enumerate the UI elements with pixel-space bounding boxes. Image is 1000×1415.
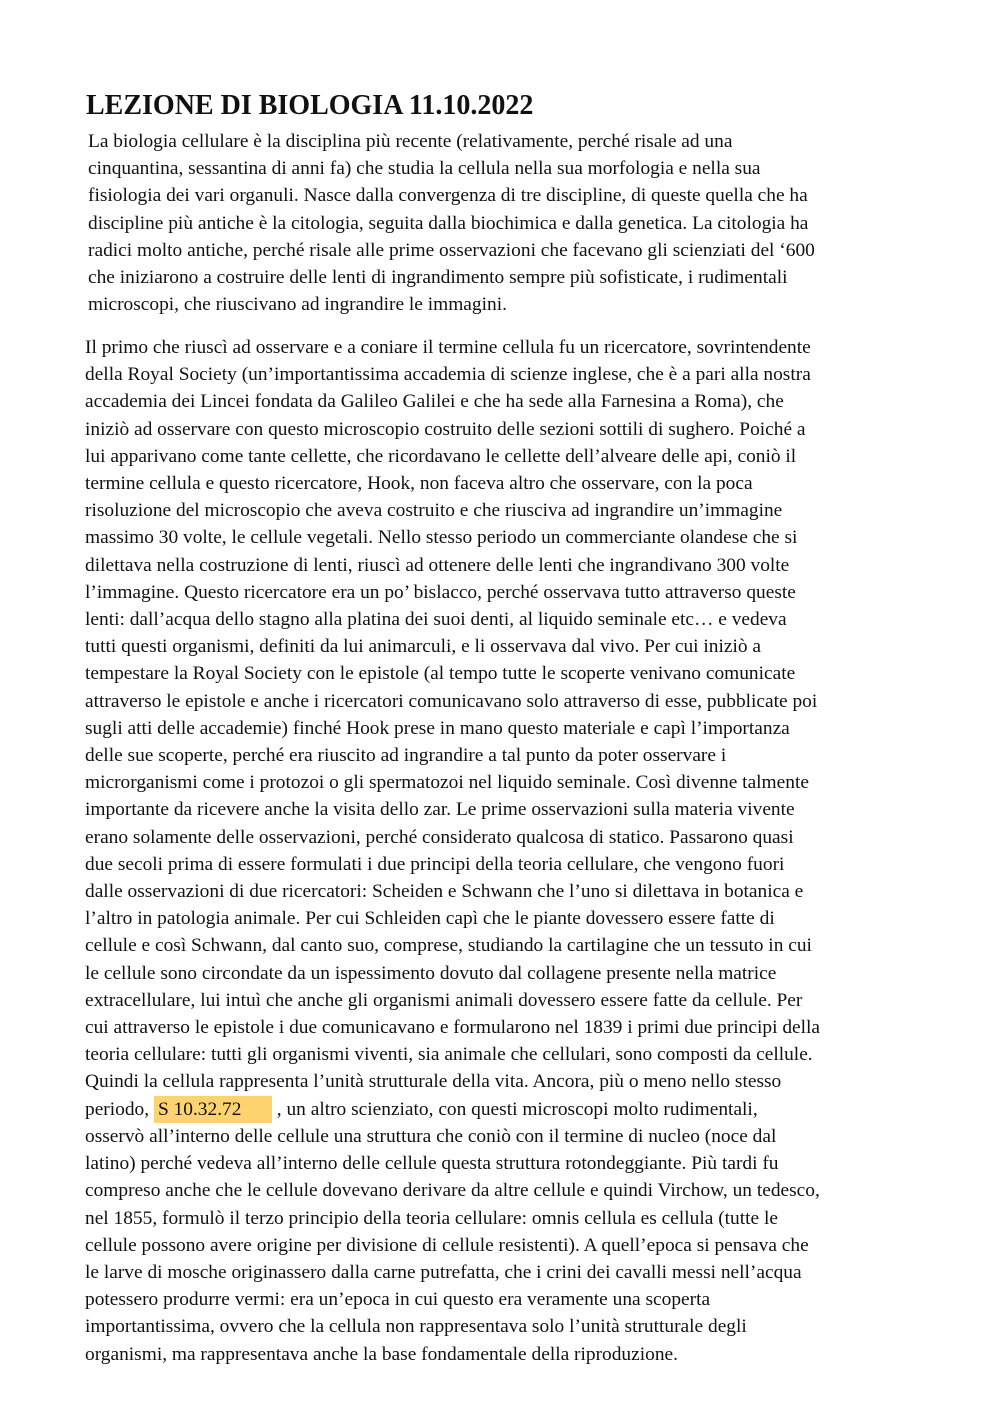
text-line: l’immagine. Questo ricercatore era un po’ bislacco, perché osservava tutto attraverso queste [85, 581, 796, 603]
text-line: due secoli prima di essere formulati i due principi della teoria cellulare, che vengono fuori [85, 853, 785, 875]
text-line: importantissima, ovvero che la cellula non rappresentava solo l’unità strutturale degli [85, 1316, 747, 1338]
text-line: microscopi, che riuscivano ad ingrandire le immagini. [88, 294, 507, 316]
text-line: lui apparivano come tante cellette, che ricordavano le cellette dell’alveare delle api, coniò il [85, 445, 797, 467]
text-line: erano solamente delle osservazioni, perché considerato qualcosa di statico. Passarono quasi [85, 826, 794, 848]
text-line: compreso anche che le cellule dovevano derivare da altre cellule e quindi Virchow, un tedesco, [85, 1180, 820, 1202]
text-line: iniziò ad osservare con questo microscopio costruito delle sezioni sottili di sughero. Poiché a [85, 418, 806, 440]
text-line: massimo 30 volte, le cellule vegetali. Nello stesso periodo un commerciante olandese che si [85, 527, 798, 549]
highlight-line-suffix: , un altro scienziato, con questi microscopi molto rudimentali, [271, 1098, 758, 1120]
text-line: fisiologia dei vari organuli. Nasce dalla convergenza di tre discipline, di queste quella che ha [88, 185, 808, 207]
text-line: radici molto antiche, perché risale alle prime osservazioni che facevano gli scienziati del ‘600 [88, 239, 815, 261]
text-line: delle sue scoperte, perché era riuscito ad ingrandire a tal punto da poter osservare i [85, 745, 727, 767]
text-line-with-highlight [85, 1096, 820, 1123]
text-line: microrganismi come i protozoi o gli spermatozoi nel liquido seminale. Così divenne talmente [85, 772, 809, 794]
text-line: attraverso le epistole e anche i ricercatori comunicavano solo attraverso di esse, pubblicate poi [85, 690, 818, 712]
text-line: cui attraverso le epistole i due comunicavano e formularono nel 1839 i primi due principi della [85, 1017, 820, 1039]
page-title: LEZIONE DI BIOLOGIA 11.10.2022 [86, 90, 534, 121]
text-line: risoluzione del microscopio che aveva costruito e che riusciva ad ingrandire un’immagine [85, 500, 783, 522]
text-line: l’altro in patologia animale. Per cui Schleiden capì che le piante dovessero essere fatte di [85, 908, 775, 930]
text-line: La biologia cellulare è la disciplina più recente (relativamente, perché risale ad una [88, 131, 733, 152]
timestamp-highlight: S 10.32.72 [154, 1096, 272, 1123]
text-line: extracellulare, lui intuì che anche gli organismi animali dovessero essere fatte da cellule. Per [85, 989, 803, 1011]
text-line: sugli atti delle accademie) finché Hook prese in mano questo materiale e capì l’importanza [85, 717, 790, 739]
text-line: potessero produrre vermi: era un’epoca in cui questo era veramente una scoperta [85, 1289, 711, 1311]
text-line: le cellule sono circondate da un ispessimento dovuto dal collagene presente nella matrice [85, 962, 777, 984]
text-line: organismi, ma rappresentava anche la base fondamentale della riproduzione. [85, 1343, 678, 1365]
text-line: Quindi la cellula rappresenta l’unità strutturale della vita. Ancora, più o meno nello stesso [85, 1071, 782, 1093]
text-line: della Royal Society (un’importantissima accademia di scienze inglese, che è a pari alla nostra [85, 364, 811, 386]
text-line: dilettava nella costruzione di lenti, riuscì ad ottenere delle lenti che ingrandivano 300 volte [85, 554, 790, 576]
text-line: cinquantina, sessantina di anni fa) che studia la cellula nella sua morfologia e nella sua [88, 158, 761, 180]
text-line: osservò all’interno delle cellule una struttura che coniò con il termine di nucleo (noce dal [85, 1125, 777, 1147]
text-line: accademia dei Lincei fondata da Galileo Galilei e che ha sede alla Farnesina a Roma), che [85, 391, 784, 413]
text-line: tutti questi organismi, definiti da lui animarculi, e li osservava dal vivo. Per cui iniziò a [85, 636, 762, 658]
text-line: tempestare la Royal Society con le epistole (al tempo tutte le scoperte venivano comunicate [85, 663, 796, 685]
text-line: latino) perché vedeva all’interno delle cellule questa struttura rotondeggiante. Più tardi fu [85, 1153, 779, 1175]
paragraph-history [85, 334, 820, 1368]
text-line: lenti: dall’acqua dello stagno alla platina dei suoi denti, al liquido seminale etc… e vedeva [85, 609, 787, 631]
highlight-line-prefix: periodo, [85, 1098, 154, 1120]
text-line: discipline più antiche è la citologia, seguita dalla biochimica e dalla genetica. La citologia ha [88, 212, 809, 234]
text-line: le larve di mosche originassero dalla carne putrefatta, che i crini dei cavalli messi nell’acqua [85, 1261, 802, 1283]
text-line: nel 1855, formulò il terzo principio della teoria cellulare: omnis cellula es cellula (tutte le [85, 1207, 778, 1229]
text-line: teoria cellulare: tutti gli organismi viventi, sia animale che cellulari, sono composti da cellule. [85, 1044, 813, 1066]
text-line: termine cellula e questo ricercatore, Hook, non faceva altro che osservare, con la poca [85, 473, 753, 495]
text-line: cellule e così Schwann, dal canto suo, comprese, studiando la cartilagine che un tessuto in cui [85, 935, 812, 957]
text-line: che iniziarono a costruire delle lenti di ingrandimento sempre più sofisticate, i rudimentali [88, 267, 788, 289]
text-line: cellule possono avere origine per divisione di cellule resistenti). A quell’epoca si pensava che [85, 1234, 809, 1256]
text-line: importante da ricevere anche la visita dello zar. Le prime osservazioni sulla materia vivente [85, 799, 795, 821]
text-line: dalle osservazioni di due ricercatori: Scheiden e Schwann che l’uno si dilettava in botanica e [85, 881, 804, 903]
text-line: Il primo che riuscì ad osservare e a coniare il termine cellula fu un ricercatore, sovrintendente [85, 337, 811, 358]
paragraph-intro [88, 128, 815, 318]
